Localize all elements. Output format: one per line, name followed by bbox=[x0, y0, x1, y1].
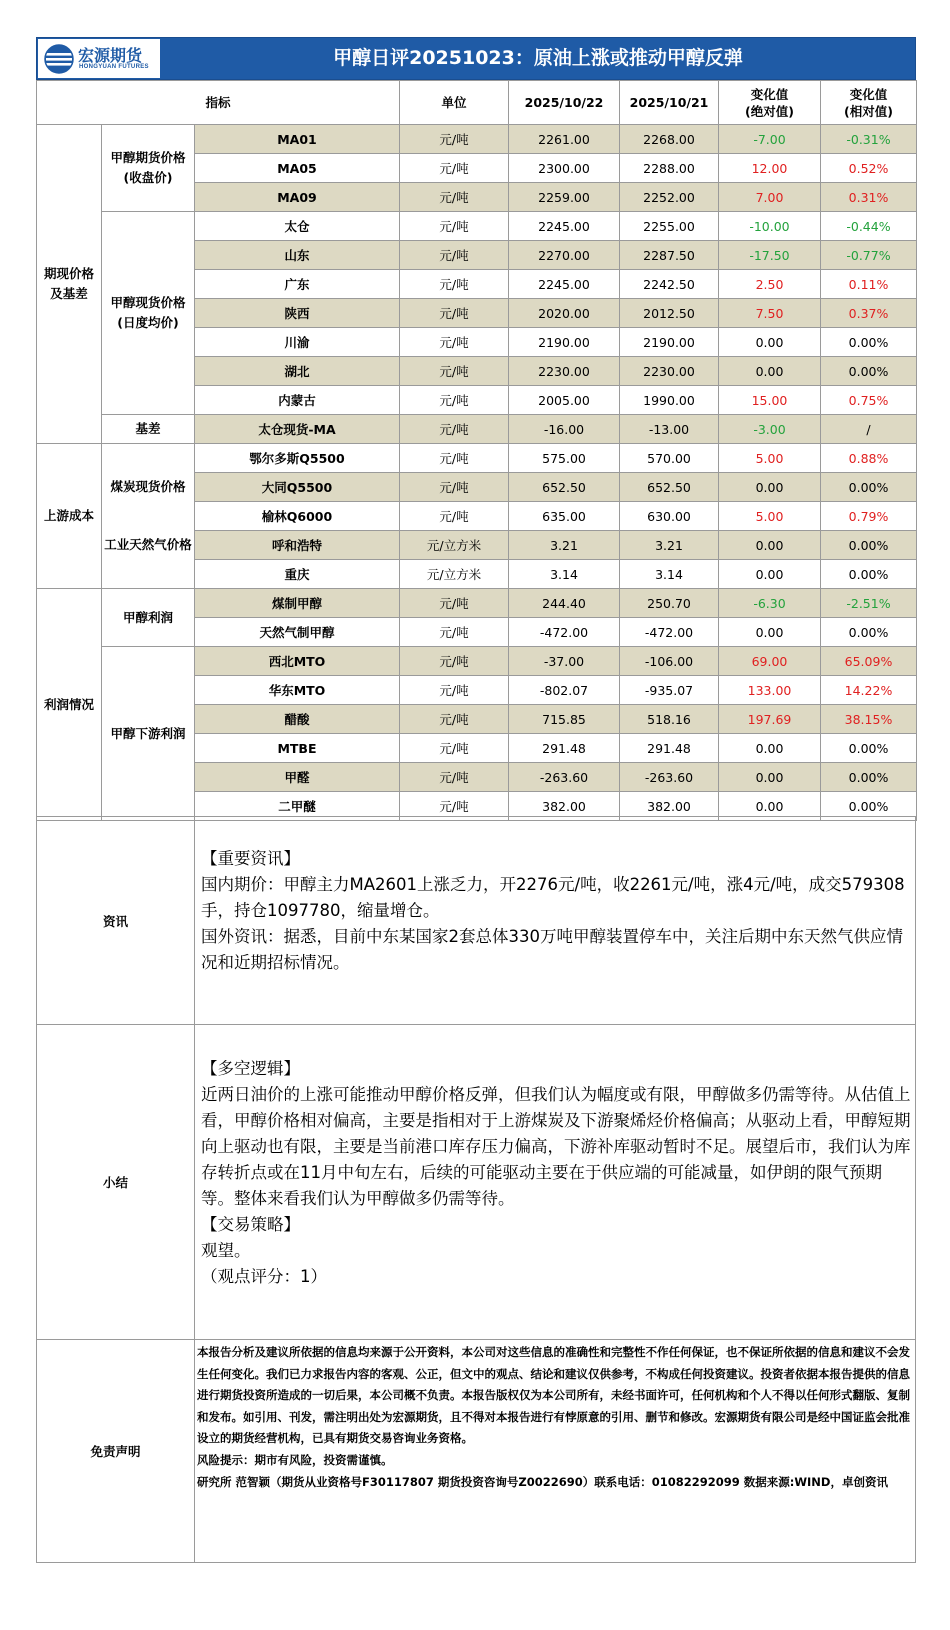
col-abs-change-line1: 变化值 bbox=[750, 86, 789, 102]
unit-cell: 元/立方米 bbox=[400, 560, 509, 589]
rel-change: 0.00% bbox=[821, 763, 917, 792]
indicator-name: 广东 bbox=[195, 270, 400, 299]
value-date2: 250.70 bbox=[620, 589, 719, 618]
rel-change: 0.00% bbox=[821, 531, 917, 560]
value-date1: 3.14 bbox=[509, 560, 620, 589]
unit-cell: 元/吨 bbox=[400, 589, 509, 618]
value-date1: 244.40 bbox=[509, 589, 620, 618]
col-abs-change bbox=[719, 81, 821, 125]
value-date1: 2005.00 bbox=[509, 386, 620, 415]
abs-change: 0.00 bbox=[719, 357, 821, 386]
disclaimer-section bbox=[36, 1339, 916, 1563]
value-date2: 2288.00 bbox=[620, 154, 719, 183]
unit-cell: 元/吨 bbox=[400, 125, 509, 154]
value-date1: 2230.00 bbox=[509, 357, 620, 386]
value-date1: 575.00 bbox=[509, 444, 620, 473]
indicator-name: 太仓现货-MA bbox=[195, 415, 400, 444]
indicator-name: 二甲醚 bbox=[195, 792, 400, 821]
table-row bbox=[37, 647, 917, 676]
value-date1: -263.60 bbox=[509, 763, 620, 792]
value-date2: 2255.00 bbox=[620, 212, 719, 241]
abs-change: -3.00 bbox=[719, 415, 821, 444]
rel-change: -2.51% bbox=[821, 589, 917, 618]
value-date2: -263.60 bbox=[620, 763, 719, 792]
abs-change: 0.00 bbox=[719, 473, 821, 502]
value-date1: 3.21 bbox=[509, 531, 620, 560]
table-row bbox=[37, 415, 917, 444]
table-row bbox=[37, 589, 917, 618]
news-heading: 【重要资讯】 bbox=[201, 849, 300, 868]
abs-change: -10.00 bbox=[719, 212, 821, 241]
unit-cell: 元/吨 bbox=[400, 357, 509, 386]
rel-change: 0.75% bbox=[821, 386, 917, 415]
news-section bbox=[36, 816, 916, 1025]
rel-change: 0.00% bbox=[821, 618, 917, 647]
unit-cell: 元/吨 bbox=[400, 763, 509, 792]
rel-change: 0.79% bbox=[821, 502, 917, 531]
abs-change: 133.00 bbox=[719, 676, 821, 705]
unit-cell: 元/吨 bbox=[400, 154, 509, 183]
summary-label: 小结 bbox=[37, 1025, 195, 1339]
value-date2: 2230.00 bbox=[620, 357, 719, 386]
indicator-name: MTBE bbox=[195, 734, 400, 763]
value-date1: 2270.00 bbox=[509, 241, 620, 270]
abs-change: 2.50 bbox=[719, 270, 821, 299]
indicator-name: 煤制甲醇 bbox=[195, 589, 400, 618]
unit-cell: 元/吨 bbox=[400, 502, 509, 531]
abs-change: 0.00 bbox=[719, 734, 821, 763]
value-date1: 715.85 bbox=[509, 705, 620, 734]
risk-warning: 风险提示：期市有风险，投资需谨慎。 bbox=[197, 1452, 393, 1467]
rel-change: 65.09% bbox=[821, 647, 917, 676]
author-info: 研究所 范智颖（期货从业资格号F30117807 期货投资咨询号Z0022690）联系电话：01082292099 数据来源:WIND，卓创资讯 bbox=[197, 1474, 888, 1489]
indicator-name: 醋酸 bbox=[195, 705, 400, 734]
unit-cell: 元/吨 bbox=[400, 183, 509, 212]
strategy-text: 观望。 bbox=[201, 1241, 251, 1260]
unit-cell: 元/吨 bbox=[400, 299, 509, 328]
disclaimer-text: 本报告分析及建议所依据的信息均来源于公开资料，本公司对这些信息的准确性和完整性不作任何保证，也不保证所依据的信息和建议不会发生任何变化。我们已力求报告内容的客观、公正，但文中的观点、结论和建议仅供参考，不构成任何投资建议。投资者依据本报告提供的信息进行期货投资所造成的一切后果，本公司概不负责。本报告版权仅为本公司所有，未经书面许可，任何机构和个人不得以任何形式翻版、复制和发布。如引用、刊发，需注明出处为宏源期货，且不得对本报告进行有悖原意的引用、删节和修改。宏源期货有限公司是经中国证监会批准设立的期货经营机构，已具有期货交易咨询业务资格。 bbox=[197, 1345, 910, 1446]
value-date2: 2268.00 bbox=[620, 125, 719, 154]
indicator-name: 华东MTO bbox=[195, 676, 400, 705]
value-date1: 2245.00 bbox=[509, 270, 620, 299]
abs-change: 5.00 bbox=[719, 502, 821, 531]
price-table bbox=[36, 80, 917, 821]
value-date2: 382.00 bbox=[620, 792, 719, 821]
logic-text: 近两日油价的上涨可能推动甲醇价格反弹，但我们认为幅度或有限，甲醇做多仍需等待。从估值上看，甲醇价格相对偏高，主要是指相对于上游煤炭及下游聚烯烃价格偏高；从驱动上看，甲醇短期向上驱动也有限，主要是当前港口库存压力偏高，下游补库驱动暂时不足。展望后市，我们认为库存转折点或在11月中旬左右，后续的可能驱动主要在于供应端的可能减量，如伊朗的限气预期等。整体来看我们认为甲醇做多仍需等待。 bbox=[201, 1085, 911, 1208]
col-date1: 2025/10/22 bbox=[509, 81, 620, 125]
table-body bbox=[37, 125, 917, 821]
rel-change: 0.00% bbox=[821, 357, 917, 386]
rel-change: 0.00% bbox=[821, 792, 917, 821]
col-abs-change-line2: (绝对值) bbox=[745, 103, 794, 119]
unit-cell: 元/吨 bbox=[400, 270, 509, 299]
unit-cell: 元/吨 bbox=[400, 212, 509, 241]
unit-cell: 元/吨 bbox=[400, 792, 509, 821]
abs-change: -17.50 bbox=[719, 241, 821, 270]
unit-cell: 元/吨 bbox=[400, 444, 509, 473]
value-date2: 652.50 bbox=[620, 473, 719, 502]
rel-change: 0.00% bbox=[821, 560, 917, 589]
unit-cell: 元/吨 bbox=[400, 734, 509, 763]
value-date2: -935.07 bbox=[620, 676, 719, 705]
rel-change: 0.31% bbox=[821, 183, 917, 212]
strategy-heading: 【交易策略】 bbox=[201, 1215, 300, 1234]
indicator-name: MA05 bbox=[195, 154, 400, 183]
disclaimer-label: 免责声明 bbox=[37, 1340, 195, 1562]
rel-change: 0.37% bbox=[821, 299, 917, 328]
rel-change: 0.00% bbox=[821, 473, 917, 502]
company-logo bbox=[38, 39, 160, 78]
abs-change: 15.00 bbox=[719, 386, 821, 415]
value-date1: 2190.00 bbox=[509, 328, 620, 357]
indicator-name: MA01 bbox=[195, 125, 400, 154]
abs-change: 0.00 bbox=[719, 531, 821, 560]
page-title: 甲醇日评20251023：原油上涨或推动甲醇反弹 bbox=[333, 47, 743, 69]
value-date1: -472.00 bbox=[509, 618, 620, 647]
col-rel-change-line1: 变化值 bbox=[849, 86, 888, 102]
value-date1: 2261.00 bbox=[509, 125, 620, 154]
indicator-name: 大同Q5500 bbox=[195, 473, 400, 502]
logic-heading: 【多空逻辑】 bbox=[201, 1059, 300, 1078]
value-date2: 3.21 bbox=[620, 531, 719, 560]
abs-change: 7.00 bbox=[719, 183, 821, 212]
abs-change: 5.00 bbox=[719, 444, 821, 473]
logo-chinese-name: 宏源期货 bbox=[78, 46, 143, 65]
indicator-name: MA09 bbox=[195, 183, 400, 212]
abs-change: 0.00 bbox=[719, 328, 821, 357]
indicator-name: 山东 bbox=[195, 241, 400, 270]
rel-change: 0.00% bbox=[821, 734, 917, 763]
abs-change: 12.00 bbox=[719, 154, 821, 183]
abs-change: 0.00 bbox=[719, 560, 821, 589]
value-date2: 2012.50 bbox=[620, 299, 719, 328]
rel-change: 0.00% bbox=[821, 328, 917, 357]
value-date1: 2300.00 bbox=[509, 154, 620, 183]
col-unit: 单位 bbox=[400, 81, 509, 125]
view-score: （观点评分：1） bbox=[201, 1267, 327, 1286]
table-row bbox=[37, 212, 917, 241]
logo-english-name: HONGYUAN FUTURES bbox=[79, 64, 149, 70]
unit-cell: 元/吨 bbox=[400, 328, 509, 357]
abs-change: 197.69 bbox=[719, 705, 821, 734]
unit-cell: 元/立方米 bbox=[400, 531, 509, 560]
abs-change: 7.50 bbox=[719, 299, 821, 328]
news-domestic: 国内期价：甲醇主力MA2601上涨乏力，开2276元/吨，收2261元/吨，涨4元/吨，成交579308手，持仓1097780，缩量增仓。 bbox=[201, 875, 905, 920]
hongyuan-logo-icon bbox=[44, 44, 74, 74]
value-date2: 1990.00 bbox=[620, 386, 719, 415]
value-date1: -802.07 bbox=[509, 676, 620, 705]
col-rel-change-line2: (相对值) bbox=[844, 103, 893, 119]
value-date1: 2020.00 bbox=[509, 299, 620, 328]
table-row bbox=[37, 531, 917, 560]
unit-cell: 元/吨 bbox=[400, 676, 509, 705]
table-row bbox=[37, 444, 917, 473]
value-date1: 2259.00 bbox=[509, 183, 620, 212]
value-date1: 635.00 bbox=[509, 502, 620, 531]
value-date2: -472.00 bbox=[620, 618, 719, 647]
unit-cell: 元/吨 bbox=[400, 473, 509, 502]
indicator-name: 榆林Q6000 bbox=[195, 502, 400, 531]
indicator-name: 川渝 bbox=[195, 328, 400, 357]
group-spot: 期现价格及基差 bbox=[37, 125, 102, 444]
value-date2: 3.14 bbox=[620, 560, 719, 589]
disclaimer-body bbox=[195, 1340, 915, 1562]
indicator-name: 重庆 bbox=[195, 560, 400, 589]
indicator-name: 呼和浩特 bbox=[195, 531, 400, 560]
value-date1: 291.48 bbox=[509, 734, 620, 763]
unit-cell: 元/吨 bbox=[400, 705, 509, 734]
abs-change: -6.30 bbox=[719, 589, 821, 618]
abs-change: 0.00 bbox=[719, 618, 821, 647]
group-profit: 利润情况 bbox=[37, 589, 102, 821]
value-date2: 2287.50 bbox=[620, 241, 719, 270]
rel-change: / bbox=[821, 415, 917, 444]
rel-change: 0.88% bbox=[821, 444, 917, 473]
unit-cell: 元/吨 bbox=[400, 241, 509, 270]
rel-change: 0.52% bbox=[821, 154, 917, 183]
group-gas-price: 工业天然气价格 bbox=[102, 531, 195, 589]
col-rel-change bbox=[821, 81, 917, 125]
value-date2: 2190.00 bbox=[620, 328, 719, 357]
indicator-name: 太仓 bbox=[195, 212, 400, 241]
value-date1: -16.00 bbox=[509, 415, 620, 444]
indicator-name: 陕西 bbox=[195, 299, 400, 328]
title-bar bbox=[36, 37, 916, 80]
group-downstream-profit: 甲醇下游利润 bbox=[102, 647, 195, 821]
value-date1: 652.50 bbox=[509, 473, 620, 502]
abs-change: 0.00 bbox=[719, 792, 821, 821]
value-date2: -13.00 bbox=[620, 415, 719, 444]
abs-change: 69.00 bbox=[719, 647, 821, 676]
value-date2: 291.48 bbox=[620, 734, 719, 763]
indicator-name: 鄂尔多斯Q5500 bbox=[195, 444, 400, 473]
indicator-name: 甲醛 bbox=[195, 763, 400, 792]
rel-change: -0.77% bbox=[821, 241, 917, 270]
group-coal-price: 煤炭现货价格 bbox=[102, 444, 195, 531]
group-basis: 基差 bbox=[102, 415, 195, 444]
abs-change: 0.00 bbox=[719, 763, 821, 792]
value-date1: 382.00 bbox=[509, 792, 620, 821]
news-overseas: 国外资讯：据悉，目前中东某国家2套总体330万吨甲醇装置停车中，关注后期中东天然气供应情况和近期招标情况。 bbox=[201, 927, 903, 972]
group-spot-price: 甲醇现货价格(日度均价) bbox=[102, 212, 195, 415]
rel-change: 38.15% bbox=[821, 705, 917, 734]
value-date2: -106.00 bbox=[620, 647, 719, 676]
unit-cell: 元/吨 bbox=[400, 647, 509, 676]
unit-cell: 元/吨 bbox=[400, 618, 509, 647]
value-date2: 2242.50 bbox=[620, 270, 719, 299]
indicator-name: 天然气制甲醇 bbox=[195, 618, 400, 647]
group-methanol-profit: 甲醇利润 bbox=[102, 589, 195, 647]
table-row bbox=[37, 125, 917, 154]
abs-change: -7.00 bbox=[719, 125, 821, 154]
summary-section bbox=[36, 1024, 916, 1340]
rel-change: -0.31% bbox=[821, 125, 917, 154]
value-date2: 570.00 bbox=[620, 444, 719, 473]
value-date1: -37.00 bbox=[509, 647, 620, 676]
news-body bbox=[195, 817, 915, 1024]
summary-body bbox=[195, 1025, 915, 1339]
indicator-name: 湖北 bbox=[195, 357, 400, 386]
col-indicator: 指标 bbox=[37, 81, 400, 125]
unit-cell: 元/吨 bbox=[400, 386, 509, 415]
value-date1: 2245.00 bbox=[509, 212, 620, 241]
unit-cell: 元/吨 bbox=[400, 415, 509, 444]
value-date2: 630.00 bbox=[620, 502, 719, 531]
value-date2: 518.16 bbox=[620, 705, 719, 734]
group-futures-price: 甲醇期货价格(收盘价) bbox=[102, 125, 195, 212]
col-date2: 2025/10/21 bbox=[620, 81, 719, 125]
rel-change: 0.11% bbox=[821, 270, 917, 299]
rel-change: 14.22% bbox=[821, 676, 917, 705]
table-header-row bbox=[37, 81, 917, 125]
group-upstream: 上游成本 bbox=[37, 444, 102, 589]
value-date2: 2252.00 bbox=[620, 183, 719, 212]
indicator-name: 西北MTO bbox=[195, 647, 400, 676]
rel-change: -0.44% bbox=[821, 212, 917, 241]
indicator-name: 内蒙古 bbox=[195, 386, 400, 415]
news-label: 资讯 bbox=[37, 817, 195, 1024]
